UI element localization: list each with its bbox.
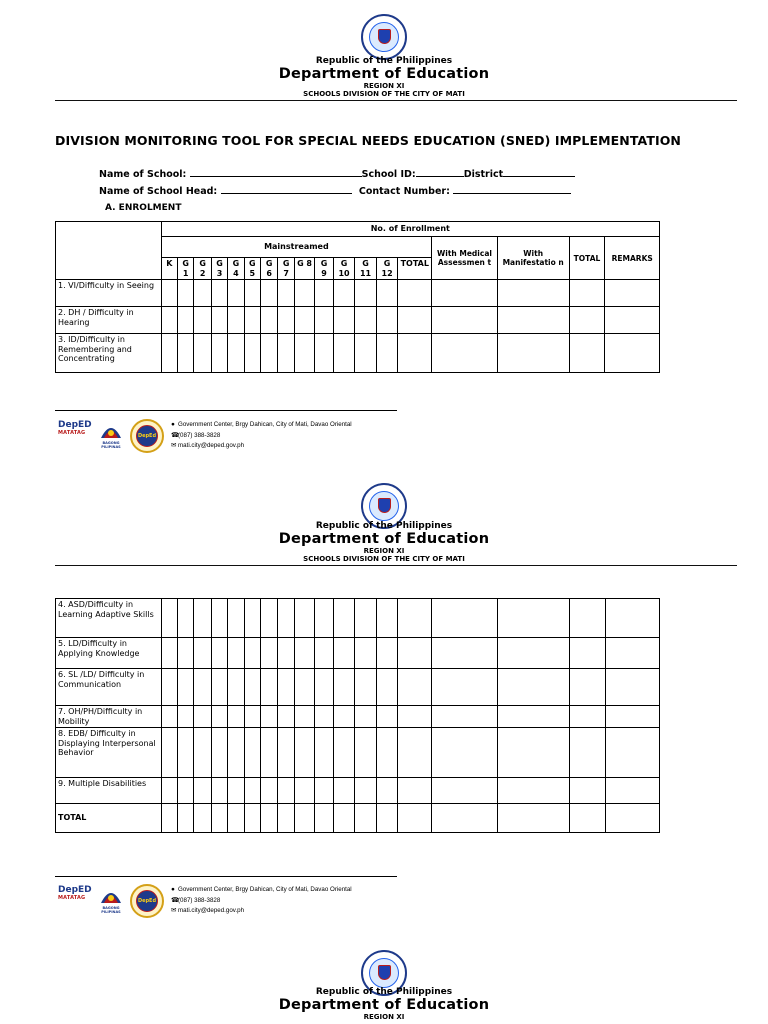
enrollment-table-page-1 [55,221,660,373]
address-text: Government Center, Brgy Dahican, City of Mati, Davao Oriental [178,421,352,428]
entry-cell[interactable] [355,728,377,778]
enrollment-table-page-2 [55,598,660,833]
entry-cell[interactable] [194,669,211,706]
entry-cell[interactable] [244,706,260,728]
entry-cell[interactable] [605,307,660,334]
row-label: 7. OH/PH/Difficulty in Mobility [56,706,162,728]
page-3 [0,945,768,1024]
entry-cell[interactable] [333,804,355,833]
bagong-pilipinas-logo [96,420,126,448]
bagong-pilipinas-logo [96,885,126,913]
entry-cell[interactable] [211,706,227,728]
entry-cell[interactable] [260,280,277,307]
entry-cell[interactable] [569,334,605,373]
entry-cell[interactable] [294,728,315,778]
entry-cell[interactable] [398,307,432,334]
entry-cell[interactable] [355,280,377,307]
entry-cell[interactable] [178,307,194,334]
row-label: 6. SL /LD/ Difficulty in Communication [56,669,162,706]
contact-block [171,885,352,917]
entry-cell[interactable] [211,669,227,706]
entry-cell[interactable] [194,334,211,373]
entry-cell[interactable] [194,599,211,638]
row-label: 8. EDB/ Difficulty in Displaying Interpersonal Behavior [56,728,162,778]
entry-cell[interactable] [294,638,315,669]
entry-cell[interactable] [398,778,432,804]
entry-cell[interactable] [178,599,194,638]
entry-cell[interactable] [294,778,315,804]
entry-cell[interactable] [569,599,605,638]
entry-cell[interactable] [333,599,355,638]
entry-cell[interactable] [376,669,398,706]
entry-cell[interactable] [355,706,377,728]
grade-col-header: G 12 [376,258,398,280]
entry-cell[interactable] [355,778,377,804]
entry-cell[interactable] [228,778,244,804]
entry-cell[interactable] [605,804,659,833]
letterhead [0,56,768,98]
entry-cell[interactable] [161,669,177,706]
entry-cell[interactable] [315,307,333,334]
entry-cell[interactable] [211,599,227,638]
entry-cell[interactable] [294,669,315,706]
entry-cell[interactable] [497,804,569,833]
grade-col-header: G 2 [194,258,211,280]
entry-cell[interactable] [432,280,498,307]
entry-cell[interactable] [194,804,211,833]
row-label: 4. ASD/Difficulty in Learning Adaptive Skills [56,599,162,638]
entry-cell[interactable] [315,804,333,833]
sdo-mati-logo [130,419,164,453]
entry-cell[interactable] [294,804,315,833]
entry-cell[interactable] [398,706,432,728]
entry-cell[interactable] [228,334,244,373]
division-text: SCHOOLS DIVISION OF THE CITY OF MATI [303,555,465,563]
entry-cell[interactable] [315,280,333,307]
entry-cell[interactable] [278,280,294,307]
entry-cell[interactable] [497,599,569,638]
entry-cell[interactable] [278,778,294,804]
entry-cell[interactable] [569,307,605,334]
entry-cell[interactable] [261,804,278,833]
row-label: 3. ID/Difficulty in Remembering and Concentrating [56,334,162,373]
school-info-row-1 [99,167,575,180]
school-name-label: Name of School: [99,169,187,180]
entry-cell[interactable] [228,280,244,307]
entry-cell[interactable] [605,728,659,778]
entry-cell[interactable] [398,334,432,373]
document-title: DIVISION MONITORING TOOL FOR SPECIAL NEEDS EDUCATION (SNED) IMPLEMENTATION [55,133,681,148]
entry-cell[interactable] [355,334,377,373]
entry-cell[interactable] [278,307,294,334]
entry-cell[interactable] [315,599,333,638]
entry-cell[interactable] [497,307,569,334]
entry-cell[interactable] [605,599,659,638]
mainstreamed-header: Mainstreamed [161,237,432,258]
school-name-field[interactable] [190,167,362,177]
footer-divider [55,410,397,411]
entry-cell[interactable] [211,728,227,778]
entry-cell[interactable] [497,669,569,706]
no-of-enrollment-header: No. of Enrollment [161,222,659,237]
email-text: mati.city@deped.gov.ph [178,442,245,449]
header-divider [55,100,737,101]
entry-cell[interactable] [497,728,569,778]
page-2 [0,465,768,945]
entry-cell[interactable] [376,307,398,334]
entry-cell[interactable] [333,778,355,804]
entry-cell[interactable] [194,307,211,334]
entry-cell[interactable] [244,334,260,373]
entry-cell[interactable] [398,804,432,833]
republic-text: Republic of the Philippines [315,521,453,531]
entry-cell[interactable] [261,669,278,706]
location-pin-icon: ● [171,421,175,428]
entry-cell[interactable] [278,669,294,706]
school-head-field[interactable] [221,184,352,194]
entry-cell[interactable] [432,669,498,706]
entry-cell[interactable] [333,728,355,778]
row-label: 1. VI/Difficulty in Seeing [56,280,162,307]
entry-cell[interactable] [355,599,377,638]
entry-cell[interactable] [178,706,194,728]
entry-cell[interactable] [432,307,498,334]
entry-cell[interactable] [244,669,260,706]
entry-cell[interactable] [432,599,498,638]
entry-cell[interactable] [605,280,660,307]
sdo-logo-text: DepEd [137,433,157,439]
division-text: SCHOOLS DIVISION OF THE CITY OF MATI [303,90,465,98]
entry-cell[interactable] [376,599,398,638]
with-medical-assessment-header: With Medical Assessmen t [432,237,498,280]
sdo-mati-logo [130,884,164,918]
entry-cell[interactable] [376,638,398,669]
grade-col-header: G 11 [355,258,377,280]
entry-cell[interactable] [278,599,294,638]
entry-cell[interactable] [228,307,244,334]
entry-cell[interactable] [376,728,398,778]
entry-cell[interactable] [569,669,605,706]
entry-cell[interactable] [261,778,278,804]
grade-col-header: K [161,258,177,280]
entry-cell[interactable] [244,728,260,778]
entry-cell[interactable] [376,334,398,373]
entry-cell[interactable] [161,334,177,373]
entry-cell[interactable] [376,706,398,728]
entry-cell[interactable] [211,638,227,669]
entry-cell[interactable] [161,778,177,804]
entry-cell[interactable] [178,669,194,706]
entry-cell[interactable] [278,638,294,669]
entry-cell[interactable] [398,669,432,706]
school-id-label: School ID: [361,169,416,180]
grade-col-header: G 5 [244,258,260,280]
region-text: REGION XI [363,82,405,90]
row-label: 2. DH / Difficulty in Hearing [56,307,162,334]
entry-cell[interactable] [228,728,244,778]
entry-cell[interactable] [294,599,315,638]
entry-cell[interactable] [355,669,377,706]
deped-seal-icon [361,14,407,60]
entry-cell[interactable] [432,334,498,373]
region-text: REGION XI [363,547,405,555]
entry-cell[interactable] [261,706,278,728]
entry-cell[interactable] [211,778,227,804]
table-row [56,280,660,307]
entry-cell[interactable] [355,307,377,334]
entry-cell[interactable] [398,599,432,638]
entry-cell[interactable] [228,638,244,669]
entry-cell[interactable] [569,778,605,804]
entry-cell[interactable] [333,706,355,728]
page-1 [0,0,768,465]
entry-cell[interactable] [333,638,355,669]
entry-cell[interactable] [315,778,333,804]
entry-cell[interactable] [294,334,315,373]
entry-cell[interactable] [194,706,211,728]
table-row [56,728,660,778]
entry-cell[interactable] [178,638,194,669]
entry-cell[interactable] [605,778,659,804]
entry-cell[interactable] [278,728,294,778]
region-text: REGION XI [363,1013,405,1021]
bagong-pilipinas-icon [99,887,123,905]
entry-cell[interactable] [194,778,211,804]
entry-cell[interactable] [333,334,355,373]
entry-cell[interactable] [569,280,605,307]
email-icon: ✉ [171,907,177,914]
entry-cell[interactable] [497,280,569,307]
entry-cell[interactable] [178,804,194,833]
table-row [56,599,660,638]
school-info-row-2 [99,184,571,197]
total-row-label: TOTAL [56,804,162,833]
grade-col-header: TOTAL [398,258,432,280]
grade-col-header: G 7 [278,258,294,280]
entry-cell[interactable] [228,669,244,706]
district-field[interactable] [503,167,575,177]
header-divider [55,565,737,566]
entry-cell[interactable] [497,706,569,728]
entry-cell[interactable] [228,804,244,833]
entry-cell[interactable] [261,728,278,778]
entry-cell[interactable] [261,599,278,638]
row-label: 5. LD/Difficulty in Applying Knowledge [56,638,162,669]
entry-cell[interactable] [161,728,177,778]
entry-cell[interactable] [333,669,355,706]
entry-cell[interactable] [398,638,432,669]
entry-cell[interactable] [376,804,398,833]
entry-cell[interactable] [211,280,227,307]
entry-cell[interactable] [244,599,260,638]
section-a-heading: A. ENROLMENT [105,203,182,213]
entry-cell[interactable] [315,669,333,706]
entry-cell[interactable] [376,280,398,307]
contact-number-label: Contact Number: [358,186,450,197]
entry-cell[interactable] [605,638,659,669]
entry-cell[interactable] [432,638,498,669]
entry-cell[interactable] [497,334,569,373]
matatag-text: MATATAG [58,430,86,436]
entry-cell[interactable] [178,728,194,778]
grade-col-header: G 3 [211,258,227,280]
deped-matatag-logo [58,885,92,913]
entry-cell[interactable] [569,706,605,728]
total-row [56,804,660,833]
entry-cell[interactable] [432,804,498,833]
grade-col-header: G 1 [178,258,194,280]
letterhead [0,521,768,563]
entry-cell[interactable] [605,706,659,728]
entry-cell[interactable] [260,307,277,334]
deped-logo-text: DepED [58,420,92,430]
table-row [56,706,660,728]
entry-cell[interactable] [161,638,177,669]
entry-cell[interactable] [161,804,177,833]
entry-cell[interactable] [333,307,355,334]
total-header: TOTAL [569,237,605,280]
entry-cell[interactable] [211,334,227,373]
department-text: Department of Education [278,531,490,547]
row-label-header [56,222,162,280]
phone-text: (087) 388-3828 [178,431,221,439]
school-head-label: Name of School Head: [99,186,218,197]
matatag-text: MATATAG [58,895,86,901]
contact-block [171,420,352,452]
school-id-field[interactable] [416,167,464,177]
entry-cell[interactable] [211,307,227,334]
entry-cell[interactable] [315,638,333,669]
entry-cell[interactable] [161,706,177,728]
deped-logo-text: DepED [58,885,92,895]
phone-text: (087) 388-3828 [178,896,221,904]
district-label: District [463,169,504,180]
entry-cell[interactable] [605,334,660,373]
deped-matatag-logo [58,420,92,448]
entry-cell[interactable] [333,280,355,307]
department-text: Department of Education [278,66,490,82]
grade-col-header: G 8 [294,258,315,280]
entry-cell[interactable] [244,804,260,833]
phone-icon: ☎ [171,431,180,439]
entry-cell[interactable] [260,334,277,373]
entry-cell[interactable] [398,728,432,778]
entry-cell[interactable] [161,599,177,638]
entry-cell[interactable] [278,334,294,373]
republic-text: Republic of the Philippines [315,987,453,997]
department-text: Department of Education [278,997,490,1013]
entry-cell[interactable] [178,778,194,804]
entry-cell[interactable] [294,307,315,334]
grade-col-header: G 9 [315,258,333,280]
bagong-pilipinas-text: BAGONG PILIPINAS [101,441,121,449]
row-label: 9. Multiple Disabilities [56,778,162,804]
entry-cell[interactable] [261,638,278,669]
entry-cell[interactable] [194,638,211,669]
republic-text: Republic of the Philippines [315,56,453,66]
entry-cell[interactable] [432,706,498,728]
table-row [56,778,660,804]
letterhead [0,987,768,1021]
entry-cell[interactable] [432,728,498,778]
entry-cell[interactable] [497,778,569,804]
entry-cell[interactable] [605,669,659,706]
address-text: Government Center, Brgy Dahican, City of Mati, Davao Oriental [178,886,352,893]
footer-divider [55,876,397,877]
grade-col-header: G 4 [228,258,244,280]
entry-cell[interactable] [278,804,294,833]
entry-cell[interactable] [228,599,244,638]
entry-cell[interactable] [194,280,211,307]
bagong-pilipinas-icon [99,422,123,440]
entry-cell[interactable] [161,307,177,334]
entry-cell[interactable] [244,778,260,804]
entry-cell[interactable] [244,307,260,334]
with-manifestation-header: With Manifestatio n [497,237,569,280]
location-pin-icon: ● [171,886,175,893]
entry-cell[interactable] [398,280,432,307]
entry-cell[interactable] [244,280,260,307]
bagong-pilipinas-text: BAGONG PILIPINAS [101,906,121,914]
entry-cell[interactable] [178,334,194,373]
entry-cell[interactable] [278,706,294,728]
entry-cell[interactable] [161,280,177,307]
email-text: mati.city@deped.gov.ph [178,907,245,914]
entry-cell[interactable] [211,804,227,833]
entry-cell[interactable] [315,706,333,728]
entry-cell[interactable] [355,804,377,833]
entry-cell[interactable] [315,728,333,778]
entry-cell[interactable] [228,706,244,728]
entry-cell[interactable] [497,638,569,669]
entry-cell[interactable] [315,334,333,373]
table-row [56,638,660,669]
phone-icon: ☎ [171,896,180,904]
table-row [56,307,660,334]
entry-cell[interactable] [355,638,377,669]
entry-cell[interactable] [432,778,498,804]
sdo-logo-text: DepEd [137,898,157,904]
email-icon: ✉ [171,442,177,449]
entry-cell[interactable] [569,728,605,778]
entry-cell[interactable] [194,728,211,778]
remarks-header: REMARKS [605,237,660,280]
entry-cell[interactable] [376,778,398,804]
table-row [56,334,660,373]
entry-cell[interactable] [569,804,605,833]
grade-col-header: G 10 [333,258,355,280]
entry-cell[interactable] [244,638,260,669]
entry-cell[interactable] [294,280,315,307]
contact-number-field[interactable] [453,184,571,194]
entry-cell[interactable] [569,638,605,669]
table-row [56,669,660,706]
grade-col-header: G 6 [260,258,277,280]
entry-cell[interactable] [294,706,315,728]
entry-cell[interactable] [178,280,194,307]
